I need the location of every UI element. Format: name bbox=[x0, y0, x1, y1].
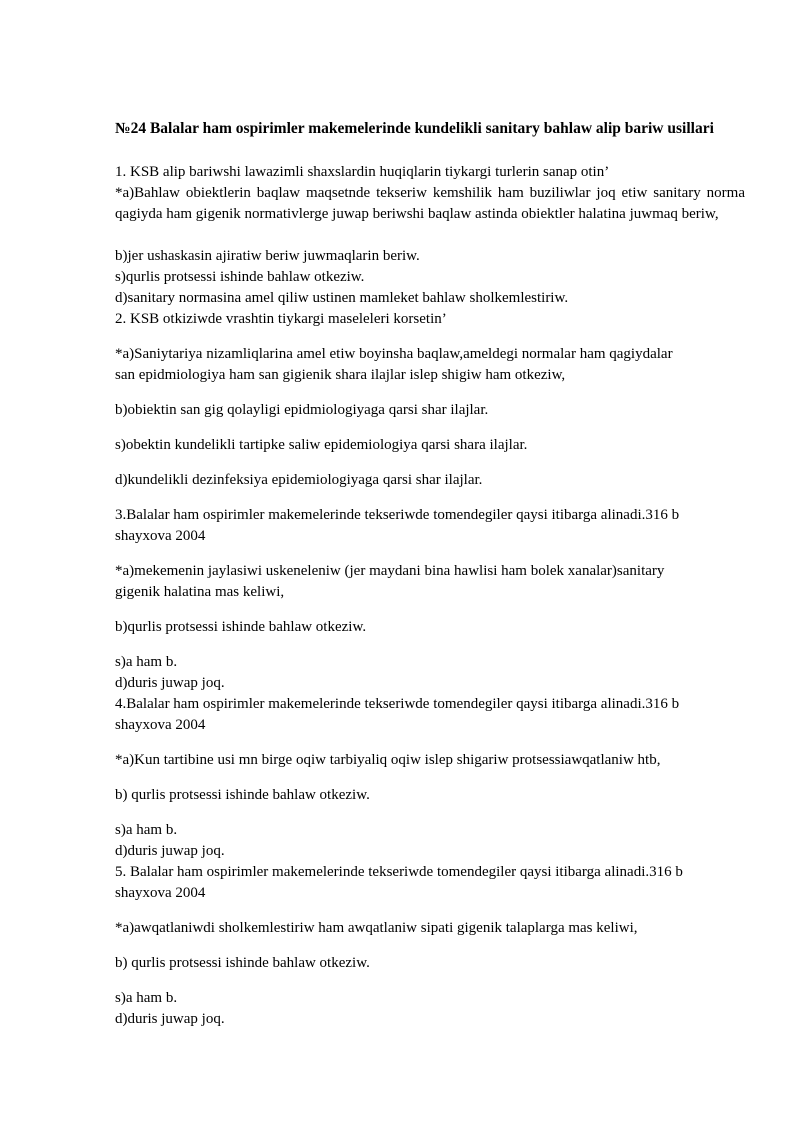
question-4-line2: shayxova 2004 bbox=[115, 717, 206, 733]
answer-2d: d)kundelikli dezinfeksiya epidemiologiyaga qarsi shar ilajlar. bbox=[115, 472, 483, 488]
page-title: №24 Balalar ham ospirimler makemelerinde kundelikli sanitary bahlaw alip bariw usillari bbox=[115, 120, 714, 137]
answer-1s: s)qurlis protsessi ishinde bahlaw otkeziw. bbox=[115, 269, 365, 285]
answer-5d: d)duris juwap joq. bbox=[115, 1011, 225, 1027]
answer-3d: d)duris juwap joq. bbox=[115, 675, 225, 691]
answer-2a-line2: san epidmiologiya ham san gigienik shara ilajlar islep shigiw ham otkeziw, bbox=[115, 367, 566, 383]
question-3-line1: 3.Balalar ham ospirimler makemelerinde tekseriwde tomendegiler qaysi itibarga alinadi.316 b bbox=[115, 507, 680, 523]
answer-4b: b) qurlis protsessi ishinde bahlaw otkeziw. bbox=[115, 787, 370, 803]
question-5-line2: shayxova 2004 bbox=[115, 885, 206, 901]
answer-4d: d)duris juwap joq. bbox=[115, 843, 225, 859]
answer-3a-line2: gigenik halatina mas keliwi, bbox=[115, 584, 285, 600]
answer-2a-line1: *a)Saniytariya nizamliqlarina amel etiw boyinsha baqlaw,ameldegi normalar ham qagiydalar bbox=[115, 346, 673, 362]
question-3-line2: shayxova 2004 bbox=[115, 528, 206, 544]
answer-5a: *a)awqatlaniwdi sholkemlestiriw ham awqatlaniw sipati gigenik talaplarga mas keliwi, bbox=[115, 920, 638, 936]
answer-3s: s)a ham b. bbox=[115, 654, 178, 670]
question-2: 2. KSB otkiziwde vrashtin tiykargi maseleleri korsetin’ bbox=[115, 311, 447, 327]
answer-1b: b)jer ushaskasin ajiratiw beriw juwmaqlarin beriw. bbox=[115, 248, 420, 264]
answer-3b: b)qurlis protsessi ishinde bahlaw otkeziw. bbox=[115, 619, 367, 635]
answer-4s: s)a ham b. bbox=[115, 822, 178, 838]
question-1: 1. KSB alip bariwshi lawazimli shaxslardin huqiqlarin tiykargi turlerin sanap otin’ bbox=[115, 164, 610, 180]
answer-1a: *a)Bahlaw obiektlerin baqlaw maqsetnde tekseriw kemshilik ham buziliwlar joq etiw sanitary norma qagiyda ham gigenik normativlerge juwap beriwshi baqlaw astinda obiektler halatina juwmaq beriw, bbox=[115, 185, 745, 222]
answer-2b: b)obiektin san gig qolayligi epidmiologiyaga qarsi shar ilajlar. bbox=[115, 402, 489, 418]
question-5-line1: 5. Balalar ham ospirimler makemelerinde tekseriwde tomendegiler qaysi itibarga alinadi.316 b bbox=[115, 864, 683, 880]
answer-4a: *a)Kun tartibine usi mn birge oqiw tarbiyaliq oqiw islep shigariw protsessiawqatlaniw htb, bbox=[115, 752, 661, 768]
answer-3a-line1: *a)mekemenin jaylasiwi uskeneleniw (jer maydani bina hawlisi ham bolek xanalar)sanitary bbox=[115, 563, 665, 579]
answer-2s: s)obektin kundelikli tartipke saliw epidemiologiya qarsi shara ilajlar. bbox=[115, 437, 528, 453]
answer-5b: b) qurlis protsessi ishinde bahlaw otkeziw. bbox=[115, 955, 370, 971]
answer-5s: s)a ham b. bbox=[115, 990, 178, 1006]
answer-1d: d)sanitary normasina amel qiliw ustinen mamleket bahlaw sholkemlestiriw. bbox=[115, 290, 569, 306]
question-4-line1: 4.Balalar ham ospirimler makemelerinde tekseriwde tomendegiler qaysi itibarga alinadi.316 b bbox=[115, 696, 680, 712]
